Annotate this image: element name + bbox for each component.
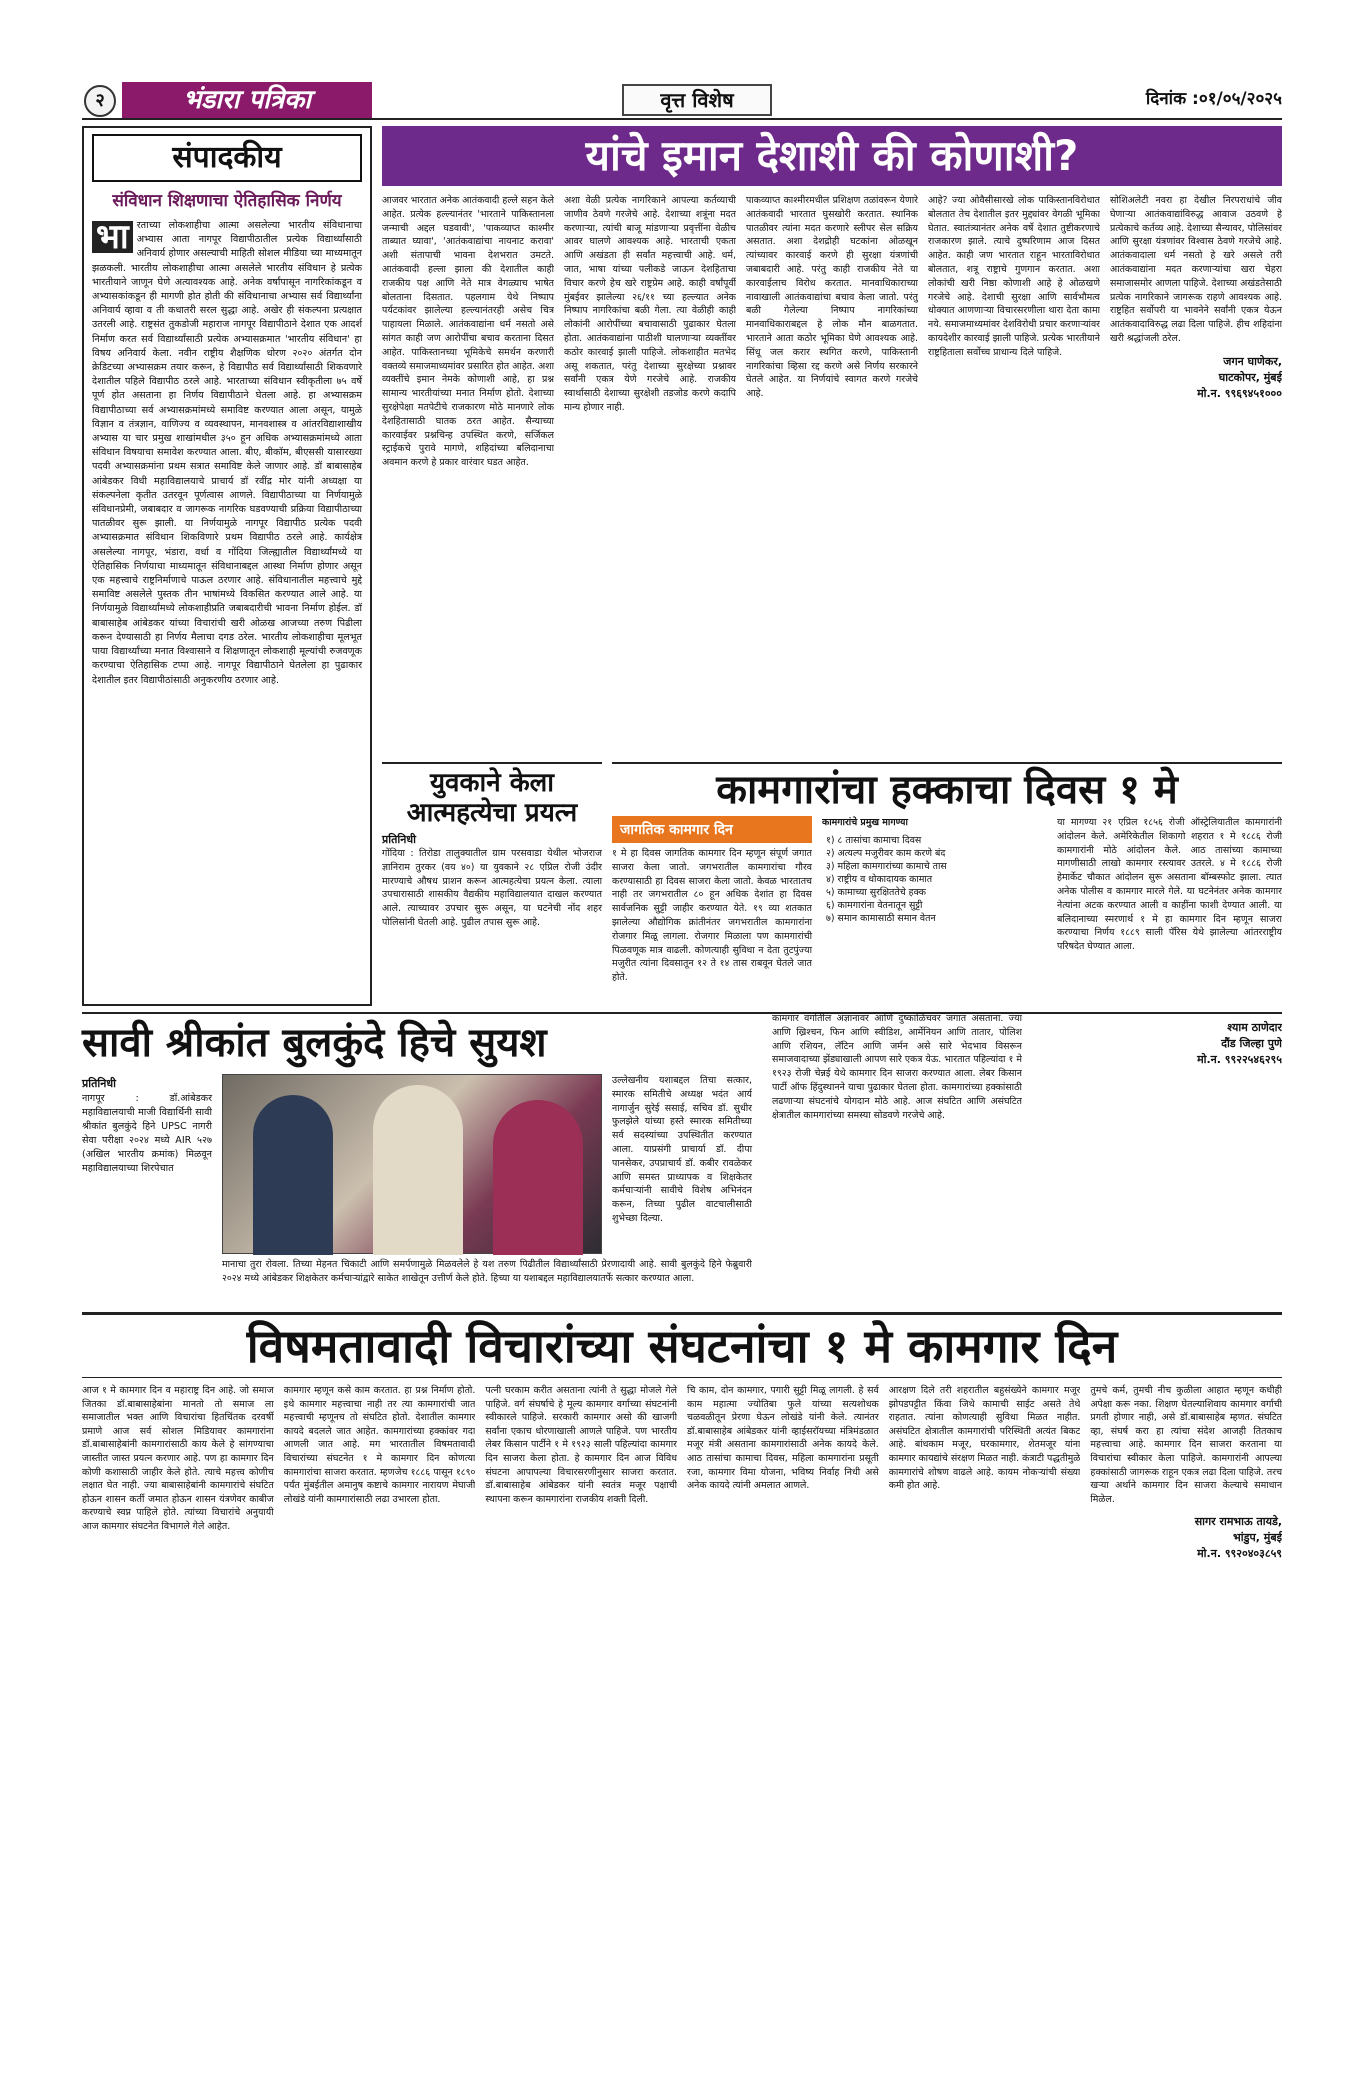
main-story-col-5 [1110,194,1282,754]
youth-body: गोंदिया : तिरोडा तालुक्यातील ग्राम परसवाडा येथील भोजराज ज्ञानिराम तुरकर (वय ४०) या युवकाने २८ एप्रिल रोजी उंदीर मारण्याचे औषध प्राशन करून आत्महत्येचा प्रयत्न केला. त्याला उपचारासाठी शासकीय वैद्यकीय महाविद्यालयात दाखल करण्यात आले. त्याच्यावर उपचार सुरू असून, या घटनेची नोंद शहर पोलिसांनी घेतली आहे. पुढील तपास सुरू आहे. [382,848,602,928]
byline-phone: मो.न. ९९६९४५१००० [1197,386,1282,400]
main-story-col-2: अशा वेळी प्रत्येक नागरिकाने आपल्या कर्तव्याची जाणीव ठेवणे गरजेचे आहे. देशाच्या शत्रूंना मदत करणाऱ्या, त्यांची बाजू मांडणाऱ्या प्रवृत्तींना वेळीच आवर घालणे आवश्यक आहे. भारताची एकता आणि अखंडता ही सर्वांत महत्त्वाची आहे. धर्म, जात, भाषा यांच्या पलीकडे जाऊन देशहिताचा विचार करणे हेच खरे राष्ट्रप्रेम आहे. काही वर्षांपूर्वी मुंबईवर झालेल्या २६/११ च्या हल्ल्यात अनेक निष्पाप नागरिकांचा बळी गेला. त्या वेळीही काही लोकांनी आरोपींच्या बचावासाठी पुढाकार घेतला होता. आतंकवाद्यांना पाठीशी घालणाऱ्या व्यक्तींवर कठोर कारवाई झाली पाहिजे. लोकशाहीत मतभेद असू शकतात, परंतु देशाच्या सुरक्षेच्या प्रश्नावर सर्वांनी एकत्र येणे गरजेचे आहे. राजकीय स्वार्थासाठी देशाच्या सुरक्षेशी तडजोड करणे कदापि मान्य होणार नाही. [564,195,736,413]
labor-col-3: या मागण्या २१ एप्रिल १८५६ रोजी ऑस्ट्रेलियातील कामगारांनी आंदोलन केले. अमेरिकेतील शिकागो शहरात १ मे १८८६ रोजी कामगारांनी मोठे आंदोलन केले. आठ तासांच्या कामाच्या मागणीसाठी लाखो कामगार रस्त्यावर उतरले. ४ मे १८८६ रोजी हेमार्केट चौकात आंदोलन सुरू असताना बॉम्बस्फोट झाला. त्यात अनेक पोलीस व कामगार मारले गेले. या घटनेनंतर अनेक कामगार नेत्यांना अटक करण्यात आली व काहींना फाशी देण्यात आली. या बलिदानाच्या स्मरणार्थ १ मे हा कामगार दिन म्हणून साजरा करण्याचा निर्णय १८८९ साली पॅरिस येथे झालेल्या आंतरराष्ट्रीय परिषदेत घेण्यात आला. [1057,817,1282,953]
list-item: ६) कामगारांना वेतनातून सुट्टी [826,899,923,911]
bottom-col-3: पत्नी घरकाम करीत असताना त्यांनी ते सुद्धा मोजले गेले पाहिजे. वर्ग संघर्षाचे हे मूल्य कामगार वर्गाच्या संघटनांनी स्वीकारले पाहिजे. सरकारी कामगार असो की खाजगी सर्वांना एकाच धोरणाखाली आणले पाहिजे. पण भारतीय लेबर किसान पार्टीने १ मे १९२३ साली पहिल्यांदा कामगार दिन साजरा केला होता. हे कामगार दिन आज विविध संघटना आपापल्या विचारसरणीनुसार साजरा करतात. डॉ.बाबासाहेब आंबेडकर यांनी स्वतंत्र मजूर पक्षाची स्थापना करून कामगारांना राजकीय शक्ती दिली. [485,1385,678,1505]
page-header [82,82,1282,120]
list-item: २) अत्यल्प मजुरीवर काम करणे बंद [826,847,946,859]
labor-col-4: कामगार वर्गातील अज्ञानावर आणि दुष्काळिचवर जगात असताना. ज्या आणि ख्रिश्चन, फिन आणि स्वीडिश, आर्मेनियन आणि तातार, पोलिश आणि रशियन, लॅटिन आणि जर्मन असे सारे भेदभाव विसरून समाजवादाच्या झेंड्याखाली आपण सारे एकत्र येऊ. भारतात पहिल्यांदा १ मे १९२३ रोजी चेन्नई येथे कामगार दिन साजरा करण्यात आला. लेबर किसान पार्टी ऑफ हिंदुस्थानने याचा पुढाकार घेतला होता. कामगारांच्या हक्कांसाठी लढणाऱ्या संघटनांचे योगदान मोठे आहे. आज संघटित आणि असंघटित क्षेत्रातील कामगारांच्या समस्या सोडवणे गरजेचे आहे. [772,1013,1022,1121]
labor-col-2 [822,816,1047,996]
main-story-byline [1110,354,1282,402]
byline-place: भांडुप, मुंबई [1233,1531,1283,1545]
shrikant-headline: सावी श्रीकांत बुलकुंदे हिचे सुयश [82,1020,547,1066]
labor-continuation [772,1012,1282,1302]
dateline: दिनांक :०१/०५/२०२५ [1145,89,1282,109]
byline-phone: मो.न. ९९२२५४६२९५ [1197,1053,1282,1066]
bottom-col-2: कामगार म्हणून कसे काम करतात. हा प्रश्न निर्माण होतो. इथे कामगार महत्त्वाचा नाही तर त्या कामगारांची जात महत्त्वाची म्हणूनच तो संघटित होतो. देशातील कामगार कायदे बदलले जात आहेत. कामगारांच्या हक्कांवर गदा आणली जात आहे. मग भारतातील विषमतावादी विचारांच्या संघटनेत १ मे कामगार दिन कोणत्या कामगारांचा साजरा करतात. म्हणजेच १८८६ पासून १८९० पर्यंत मुंबईतील अमानुष कष्टाचे कामगार नारायण मेघाजी लोखंडे यांनी कामगारांसाठी लढा उभारला होता. [283,1385,476,1505]
editorial-column [82,126,372,1006]
editorial-dropcap: भा [92,221,133,253]
main-headline: यांचे इमान देशाशी की कोणाशी? [382,126,1282,186]
editorial-body [92,219,362,688]
list-item: ५) कामाच्या सुरक्षिततेचे हक्क [826,886,926,898]
youth-headline: युवकाने केला आत्महत्येचा प्रयत्न [406,768,578,828]
newspaper-page [82,82,1282,2042]
main-story-columns [382,194,1282,754]
main-story-col-5-text: सोशिअलेटी नवरा हा देखील निरपराधांचे जीव घेणाऱ्या आतंकवाद्यांविरुद्ध आवाज उठवणे हे प्रत्येकाचे कर्तव्य आहे. देशाच्या सैन्यावर, पोलिसांवर आणि सुरक्षा यंत्रणांवर विश्वास ठेवणे गरजेचे आहे. आतंकवादाला धर्म नसतो हे खरे असले तरी आतंकवाद्यांना मदत करणाऱ्यांचा खरा चेहरा समाजासमोर आणला पाहिजे. देशाच्या अखंडतेसाठी प्रत्येक नागरिकाने जागरूक राहणे आवश्यक आहे. राष्ट्रहित सर्वोपरी या भावनेने सर्वांनी एकत्र येऊन आतंकवादाविरुद्ध लढा दिला पाहिजे. हीच शहिदांना खरी श्रद्धांजली ठरेल. [1110,195,1282,344]
masthead: भंडारा पत्रिका [122,82,372,118]
youth-story [382,762,602,1002]
editorial-text: रताच्या लोकशाहीचा आत्मा असलेल्या भारतीय संविधानाचा अभ्यास आता नागपूर विद्यापीठातील प्रत्येक विद्यार्थ्यांसाठी अनिवार्य होणार असल्याची माहिती सोशल मीडिया च्या माध्यमातून झळकली. भारतीय लोकशाहीचा आत्मा असलेले भारतीय संविधान हे प्रत्येक भारतीयाने जाणून घेणे अत्यावश्यक आहे. अनेक वर्षांपासून नागरिकांकडून व अभ्यासकांकडून ही मागणी होत होती की संविधानाचा अभ्यास सर्व विद्यार्थ्यांना अनिवार्य व्हावा व ती कधातरी सरल सुद्धा आहे. अखेर ही संकल्पना प्रत्यक्षात उतरली आहे. राष्ट्रसंत तुकडोजी महाराज नागपूर विद्यापीठाने देशात एक आदर्श निर्माण करत सर्व विद्यार्थ्यांसाठी प्रत्येक अभ्यासक्रमात 'भारतीय संविधान' हा विषय अनिवार्य केला. नवीन राष्ट्रीय शैक्षणिक धोरण २०२० अंतर्गत दोन क्रेडिटच्या अभ्यासक्रम तयार करून, हे विद्यापीठ सर्व विद्यार्थ्यांसाठी शिकवणारे देशातील पहिले विद्यापीठ ठरले आहे. भारताच्या संविधान स्वीकृतीला ७५ वर्षे पूर्ण होत असताना हा निर्णय विद्यापीठाने घेतला आहे. हा अभ्यासक्रम विद्यापीठाच्या सर्व अभ्यासक्रमांमध्ये समाविष्ट करण्यात आला असून, यामुळे विज्ञान व तंत्रज्ञान, वाणिज्य व व्यवस्थापन, मानवशास्त्र व आंतरविद्याशाखीय अभ्यास या चार प्रमुख शाखांमधील ३५० हून अधिक अभ्यासक्रमांमध्ये आता संविधान विषयाचा समावेश करण्यात आला. बीए, बीकॉम, बीएससी यासारख्या पदवी अभ्यासक्रमांना प्रथम सत्रात समाविष्ट केले जाणार आहे. डॉ बाबासाहेब आंबेडकर विधी महाविद्यालयाचे प्राचार्य डॉ रवींद्र मोर यांनी अध्यक्षा या संकल्पनेला कृतीत उतरवून पूर्णत्वास आणले. विद्यापीठाच्या या निर्णयामुळे संविधानप्रेमी, जबाबदार व जागरूक नागरिक घडवण्याची प्रक्रिया विद्यापीठाच्या पातळीवर सुरू झाली. या निर्णयामुळे नागपूर विद्यापीठ प्रत्येक पदवी अभ्यासक्रमात संविधान शिकविणारे प्रथम विद्यापीठ ठरले आहे. कार्यक्षेत्र असलेल्या नागपूर, भंडारा, वर्धा व गोंदिया जिल्ह्यातील विद्यार्थ्यांमध्ये या ऐतिहासिक निर्णयाचा माध्यमातून संविधानाबद्दल आस्था निर्माण होणार असून एक महत्त्वाचे राष्ट्रनिर्माणाचे पाऊल ठरणार आहे. संविधानातील महत्त्वाचे मुद्दे समाविष्ट असलेले पुस्तक तीन भाषांमध्ये विकसित करण्यात आले आहे. या निर्णयामुळे विद्यार्थ्यांमध्ये लोकशाहीप्रति जबाबदारीची भावना निर्माण होईल. डॉ बाबासाहेब आंबेडकर यांच्या विचारांची खरी ओळख आजच्या तरुण पिढीला करून देण्यासाठी हा निर्णय मैलाचा दगड ठरेल. भारतीय लोकशाहीचा मूलभूत पाया विद्यार्थ्यांच्या मनात विश्वासाने व शिक्षणातून लोकशाही मूल्यांची रुजवणूक करण्याचा ऐतिहासिक टप्पा आहे. नागपूर विद्यापीठाने घेतलेला हा पुढाकार देशातील इतर विद्यापीठांसाठी अनुकरणीय ठरणार आहे. [92,220,362,686]
byline-phone: मो.न. ९९२०४०३८५९ [1197,1547,1283,1561]
shrikant-left-text: नागपूर : डॉ.आंबेडकर महाविद्यालयाची माजी विद्यार्थिनी सावी श्रीकांत बुलकुंदे हिने UPSC नागरी सेवा परीक्षा २०२४ मध्ये AIR ५२७ (अखिल भारतीय क्रमांक) मिळवून महाविद्यालयाच्या शिरपेचात [82,1093,212,1174]
labor-intro: १ मे हा दिवस जागतिक कामगार दिन म्हणून संपूर्ण जगात साजरा केला जातो. जगभरातील कामगारांचा गौरव करण्यासाठी हा दिवस साजरा केला जातो. केवळ भारतातच नाही तर जगभरातील ८० हून अधिक देशांत हा दिवस सार्वजनिक सुट्टी जाहीर करण्यात येते. १९ व्या शतकात झालेल्या औद्योगिक क्रांतीनंतर जगभरातील कामगारांना रोजगार मिळू लागला. रोजगार मिळाला पण कामगारांची पिळवणूक मात्र वाढली. कोणत्याही सुविधा न देता तुटपुंज्या मजुरीत त्यांना दिवसातून १२ ते १४ तास राबवून घेतले जात होते. [612,848,812,984]
byline-place: दौंड जिल्हा पुणे [1221,1037,1282,1050]
shrikant-caption: मानाचा तुरा रोवला. तिच्या मेहनत चिकाटी आणि समर्पणामुळे मिळवलेले हे यश तरुण पिढीतील विद्यार्थ्यांसाठी प्रेरणादायी आहे. सावी बुलकुंदे हिने फेब्रुवारी २०२४ मध्ये आंबेडकर शिक्षकेतर कर्मचाऱ्यांद्वारे साकेत शाखेतून उत्तीर्ण केले होते. हिच्या या यशाबद्दल महाविद्यालयातर्फे सत्कार करण्यात आला. [222,1259,752,1284]
shrikant-right-text: उल्लेखनीय यशाबद्दल तिचा सत्कार, स्मारक समितीचे अध्यक्ष भदंत आर्य नागार्जुन सुरेई ससाई, सचिव डॉ. सुधीर फुलझेले यांच्या हस्ते स्मारक समितीच्या सर्व सदस्यांच्या उपस्थितीत करण्यात आला. याप्रसंगी प्राचार्या डॉ. दीपा पानसेकर, उपप्राचार्य डॉ. कबीर रावळेकर आणि समस्त प्राध्यापक व शिक्षकेतर कर्मचाऱ्यांनी सावीचे विशेष अभिनंदन करून, तिच्या पुढील वाटचालीसाठी शुभेच्छा दिल्या. [612,1075,752,1224]
felicitation-photo [222,1074,602,1254]
labor-byline [1032,1020,1282,1068]
editorial-title: संपादकीय [92,134,362,182]
labor-tag: जागतिक कामगार दिन [612,816,812,843]
person-figure [493,1100,583,1255]
main-story-col-3: पाकव्याप्त काश्मीरमधील प्रशिक्षण तळांवरून येणारे आतंकवादी भारतात घुसखोरी करतात. स्थानिक पातळीवर त्यांना मदत करणारे स्लीपर सेल सक्रिय असतात. अशा देशद्रोही घटकांना ओळखून त्यांच्यावर कारवाई करणे ही सुरक्षा यंत्रणांची जबाबदारी आहे. परंतु काही राजकीय नेते या कारवाईलाच विरोध करतात. मानवाधिकाराच्या नावाखाली आतंकवाद्यांचा बचाव केला जातो. परंतु बळी गेलेल्या निष्पाप नागरिकांच्या मानवाधिकाराबद्दल हे लोक मौन बाळगतात. भारताने आता कठोर भूमिका घेणे आवश्यक आहे. सिंधू जल करार स्थगित करणे, पाकिस्तानी नागरिकांचा व्हिसा रद्द करणे असे निर्णय सरकारने घेतले आहेत. या निर्णयांचे स्वागत करणे गरजेचे आहे. [746,195,918,400]
labor-demands-list [822,834,1047,925]
bottom-col-4: चि काम, दोन कामगार, पगारी सुट्टी मिळू लागली. हे सर्व काम महात्मा ज्योतिबा फुले यांच्या सत्यशोधक चळवळीतून प्रेरणा घेऊन लोखंडे यांनी केले. त्यानंतर डॉ.बाबासाहेब आंबेडकर यांनी व्हाईसरॉयच्या मंत्रिमंडळात मजूर मंत्री असताना कामगारांसाठी अनेक कायदे केले. आठ तासांचा कामाचा दिवस, महिला कामगारांना प्रसूती रजा, कामगार विमा योजना, भविष्य निर्वाह निधी असे अनेक कायदे त्यांनी अमलात आणले. [687,1385,879,1492]
list-item: १) ८ तासांचा कामाचा दिवस [826,834,922,846]
bottom-byline [1090,1514,1282,1562]
bottom-headline: विषमतावादी विचारांच्या संघटनांचा १ मे कामगार दिन [82,1312,1282,1378]
shrikant-label: प्रतिनिधी [82,1077,116,1090]
youth-label: प्रतिनिधी [382,833,416,846]
page-number: २ [84,85,116,117]
list-item: ७) समान कामासाठी समान वेतन [826,912,936,924]
bottom-col-5: आरक्षण दिले तरी शहरातील बहुसंख्येने कामगार मजूर झोपडपट्टीत किंवा जिथे कामाची साईट असते तेथे राहतात. त्यांना कोणत्याही सुविधा मिळत नाहीत. असंघटित क्षेत्रातील कामगारांची परिस्थिती अत्यंत बिकट आहे. बांधकाम मजूर, घरकामगार, शेतमजूर यांना कामगार कायद्यांचे संरक्षण मिळत नाही. कंत्राटी पद्धतीमुळे कामगारांचे शोषण वाढले आहे. कायम नोकऱ्यांची संख्या कमी होत आहे. [888,1385,1081,1492]
bottom-col-6-text: तुमचे कर्म, तुमची नीच कुळीला आहात म्हणून कधीही अपेक्षा करू नका. शिक्षण घेतल्याशिवाय कामगार वर्गाची प्रगती होणार नाही, असे डॉ.बाबासाहेब म्हणत. संघटित व्हा, संघर्ष करा हा त्यांचा संदेश आजही तितकाच महत्त्वाचा आहे. कामगार दिन साजरा करताना या विचारांचा स्वीकार केला पाहिजे. कामगारांनी आपल्या हक्कांसाठी जागरूक राहून एकत्र लढा दिला पाहिजे. तरच खऱ्या अर्थाने कामगार दिन साजरा केल्याचे समाधान मिळेल. [1090,1385,1283,1505]
list-item: ४) राष्ट्रीय व धोकादायक कामात [826,873,933,885]
byline-name: जगन घाणेकर, [1223,354,1282,368]
labor-left-col [612,816,812,996]
section-tag: वृत्त विशेष [622,84,772,116]
labor-list-title: कामगारांचे प्रमुख मागण्या [822,817,908,828]
labor-headline: कामगारांचा हक्काचा दिवस १ मे [716,767,1178,813]
bottom-col-6 [1090,1384,1282,2034]
editorial-subtitle: संविधान शिक्षणाचा ऐतिहासिक निर्णय [112,191,342,211]
labor-day-story [612,762,1282,1002]
byline-name: सागर रामभाऊ तायडे, [1194,1515,1283,1529]
bottom-story-columns [82,1384,1282,2034]
byline-place: घाटकोपर, मुंबई [1218,370,1282,384]
labor-col-5 [1032,1012,1282,1302]
labor-columns [612,816,1282,996]
person-figure [253,1095,333,1255]
person-figure [373,1085,463,1255]
byline-name: श्याम ठाणेदार [1227,1021,1282,1034]
list-item: ३) महिला कामगारांच्या कामाचे तास [826,860,947,872]
main-story-col-4: आहे? ज्या ओवैसीसारखे लोक पाकिस्तानविरोधात बोलतात तेच देशातील इतर मुद्द्यांवर वेगळी भूमिका घेतात. स्वातंत्र्यानंतर अनेक वर्षे देशात तुष्टीकरणाचे राजकारण झाले. त्याचे दुष्परिणाम आज दिसत आहेत. काही जण भारतात राहून भारताविरोधात बोलतात, शत्रू राष्ट्राचे गुणगान करतात. अशा लोकांची खरी निष्ठा कोणाशी आहे हे ओळखणे गरजेचे आहे. देशाची सुरक्षा आणि सार्वभौमत्व धोक्यात आणणाऱ्या विचारसरणीला थारा देता कामा नये. समाजमाध्यमांवर देशविरोधी प्रचार करणाऱ्यांवर कायदेशीर कारवाई झाली पाहिजे. प्रत्येक भारतीयाने राष्ट्रहिताला सर्वोच्च प्राधान्य दिले पाहिजे. [928,195,1100,358]
bottom-col-1: आज १ मे कामगार दिन व महाराष्ट्र दिन आहे. जो समाज जितका डॉ.बाबासाहेबांना मानतो तो समाज ला समाजातील भक्त आणि विचारांचा हितचिंतक दरवर्षी प्रमाणे आज सर्व सोशल मिडियावर कामगारांना डॉ.बाबासाहेबांनी कामगारांसाठी काय केले हे सांगण्याचा जास्तीत जास्त प्रयत्न करणार आहे. पण हा कामगार दिन कोणी कशासाठी जाहीर केले होते. त्याचे महत्त्व कोणीच लक्षात घेत नाही. ज्या बाबासाहेबांनी कामगारांचे संघटित होऊन शासन कर्ती जमात होऊन शासन यंत्रणेवर काबीज करण्याचे स्वप्न पाहिले होते. त्यांच्या विचारांचे अनुयायी आज कामगार संघटनेत विभागले गेले आहेत. [82,1385,274,1532]
main-story-col-1: आजवर भारतात अनेक आतंकवादी हल्ले सहन केले आहेत. प्रत्येक हल्ल्यानंतर 'भारताने पाकिस्तानला जन्माची अद्दल घडवावी', 'पाकव्याप्त काश्मीर ताब्यात घ्यावा', 'आतंकवाद्यांचा नायनाट करावा' अशी संतापाची भावना देशभरात उमटते. आतंकवादी हल्ला झाला की देशातील काही राजकीय पक्ष आणि नेते मात्र वेगळ्याच भाषेत बोलताना दिसतात. पहलगाम येथे निष्पाप पर्यटकांवर झालेल्या हल्ल्यानंतरही असेच चित्र पाहायला मिळाले. आतंकवाद्यांना धर्म नसतो असे सांगत काही जण आरोपींचा बचाव करताना दिसत आहेत. पाकिस्तानच्या भूमिकेचे समर्थन करणारी वक्तव्ये समाजमाध्यमांवर प्रसारित होत आहेत. अशा व्यक्तींचे इमान नेमके कोणाशी आहे, हा प्रश्न सामान्य भारतीयांच्या मनात निर्माण होतो. देशाच्या सुरक्षेपेक्षा मतपेटीचे राजकारण मोठे मानणारे लोक देशहितासाठी घातक ठरत आहेत. सैन्याच्या कारवाईवर प्रश्नचिन्ह उपस्थित करणे, सर्जिकल स्ट्राईकचे पुरावे मागणे, शहिदांच्या बलिदानाचा अवमान करणे हे प्रकार वारंवार घडत आहेत. [382,195,554,469]
